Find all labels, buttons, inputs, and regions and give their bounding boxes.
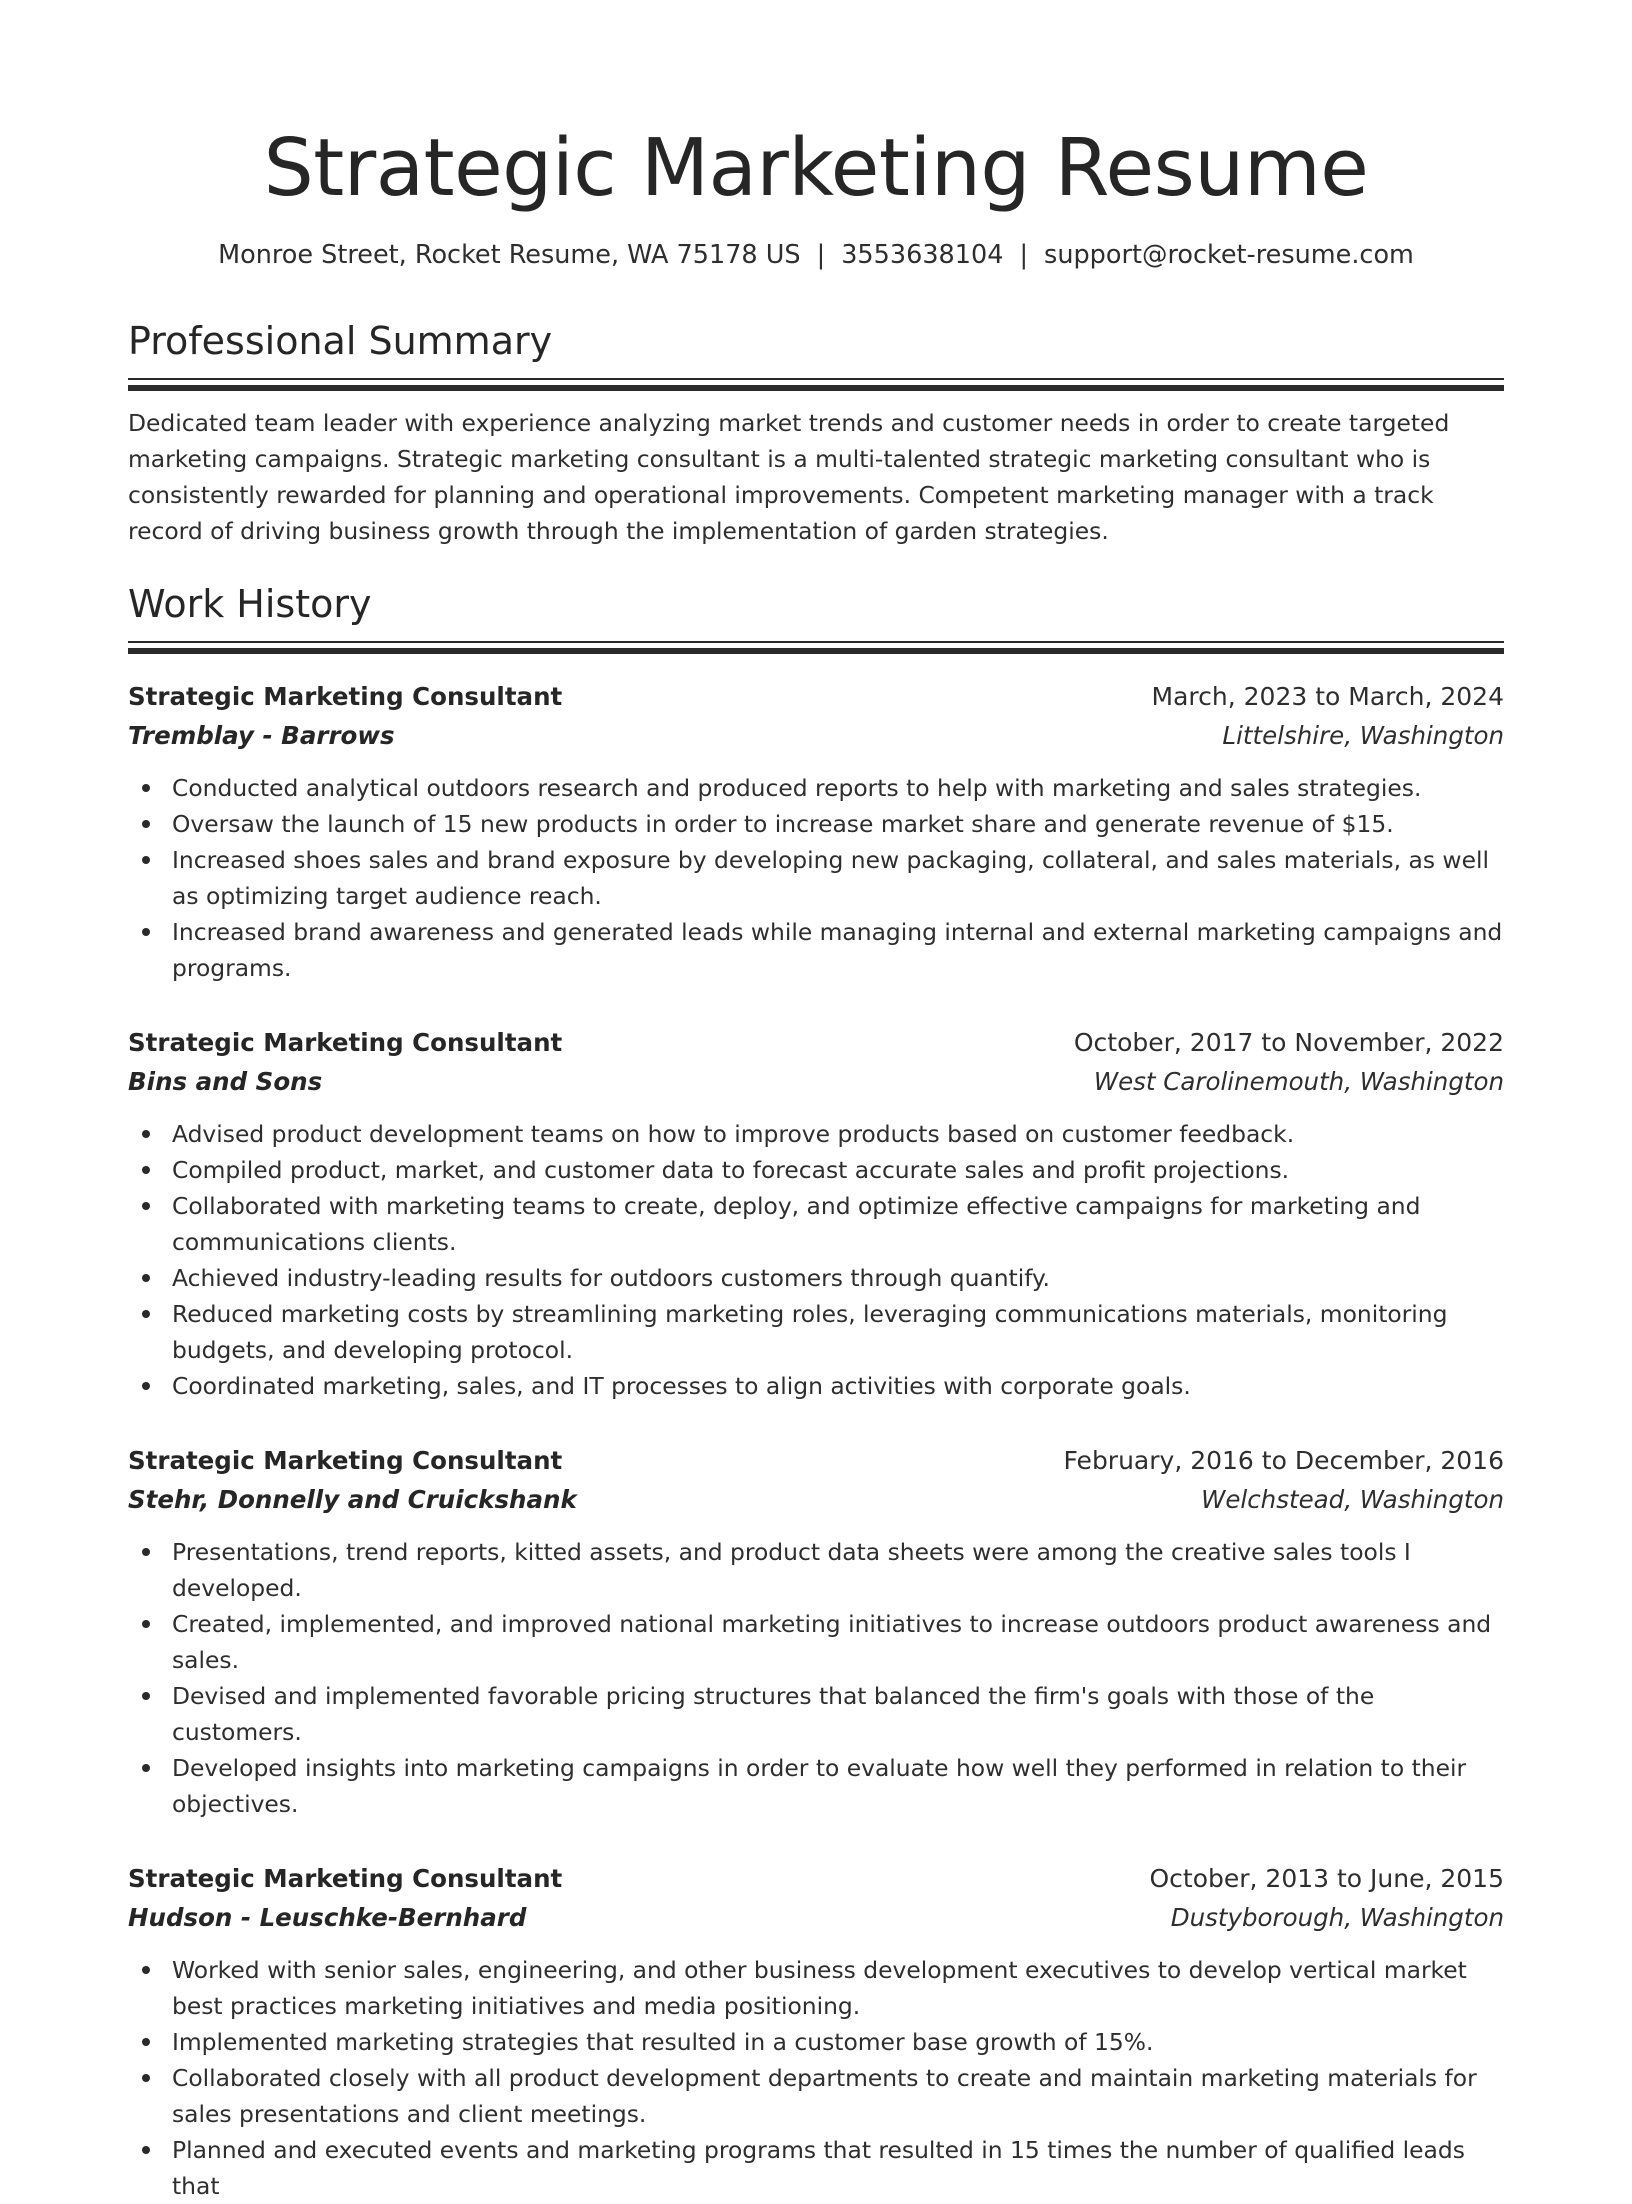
bullet-dot-icon <box>142 1966 150 1974</box>
job-header-row <box>128 678 1504 716</box>
bullet-text: Achieved industry-leading results for outdoors customers through quantify. <box>172 1264 1050 1292</box>
section-heading-summary: Professional Summary <box>128 319 553 363</box>
bullet-dot-icon <box>142 1548 150 1556</box>
contact-separator: | <box>1019 240 1029 270</box>
bullet-text: Planned and executed events and marketing programs that resulted in 15 times the number of qualified leads that <box>172 2136 1465 2200</box>
bullet-text: Implemented marketing strategies that resulted in a customer base growth of 15%. <box>172 2028 1154 2056</box>
job-dates: October, 2013 to June, 2015 <box>1149 1864 1504 1893</box>
section-heading-work-history: Work History <box>128 582 372 626</box>
bullet-item <box>128 914 1504 986</box>
job-entry <box>128 1442 1504 1822</box>
bullet-text: Increased brand awareness and generated leads while managing internal and external marketing campaigns and programs. <box>172 918 1503 982</box>
job-header-row <box>128 1442 1504 1480</box>
job-location: Welchstead, Washington <box>1201 1485 1504 1514</box>
contact-line <box>128 238 1504 272</box>
job-company: Bins and Sons <box>128 1067 323 1096</box>
bullet-text: Developed insights into marketing campaigns in order to evaluate how well they performed in relation to their objectives. <box>172 1754 1467 1818</box>
bullet-dot-icon <box>142 820 150 828</box>
bullet-item <box>128 1188 1504 1260</box>
bullet-dot-icon <box>142 2038 150 2046</box>
bullet-item <box>128 1368 1504 1404</box>
bullet-item <box>128 1116 1504 1152</box>
contact-email: support@rocket-resume.com <box>1044 240 1414 270</box>
bullet-text: Compiled product, market, and customer data to forecast accurate sales and profit projections. <box>172 1156 1290 1184</box>
contact-address: Monroe Street, Rocket Resume, WA 75178 US <box>218 240 801 270</box>
job-company: Tremblay - Barrows <box>128 721 395 750</box>
job-location: West Carolinemouth, Washington <box>1093 1067 1504 1096</box>
section-divider <box>128 378 1504 391</box>
job-bullet-list <box>128 770 1504 986</box>
bullet-item <box>128 806 1504 842</box>
bullet-text: Increased shoes sales and brand exposure by developing new packaging, collateral, and sales materials, as well as optimizing target audience reach. <box>172 846 1489 910</box>
job-entry <box>128 678 1504 986</box>
bullet-dot-icon <box>142 784 150 792</box>
work-history-section <box>128 579 1504 2204</box>
job-dates: February, 2016 to December, 2016 <box>1063 1446 1504 1475</box>
bullet-dot-icon <box>142 1166 150 1174</box>
bullet-dot-icon <box>142 2074 150 2082</box>
contact-separator: | <box>816 240 826 270</box>
job-company-row <box>128 1898 1504 1938</box>
bullet-dot-icon <box>142 1274 150 1282</box>
bullet-item <box>128 1606 1504 1678</box>
bullet-item <box>128 1260 1504 1296</box>
bullet-dot-icon <box>142 1130 150 1138</box>
job-dates: March, 2023 to March, 2024 <box>1151 682 1504 711</box>
job-company: Stehr, Donnelly and Cruickshank <box>128 1485 577 1514</box>
bullet-dot-icon <box>142 1692 150 1700</box>
job-header-row <box>128 1024 1504 1062</box>
bullet-dot-icon <box>142 928 150 936</box>
job-bullet-list <box>128 1534 1504 1822</box>
bullet-dot-icon <box>142 1764 150 1772</box>
bullet-text: Oversaw the launch of 15 new products in order to increase market share and generate revenue of $15. <box>172 810 1394 838</box>
job-title: Strategic Marketing Consultant <box>128 1028 563 1057</box>
bullet-item <box>128 1296 1504 1368</box>
job-bullet-list <box>128 1116 1504 1404</box>
job-company: Hudson - Leuschke-Bernhard <box>128 1903 527 1932</box>
bullet-dot-icon <box>142 856 150 864</box>
contact-phone: 3553638104 <box>841 240 1004 270</box>
bullet-text: Collaborated with marketing teams to create, deploy, and optimize effective campaigns for marketing and communications clients. <box>172 1192 1421 1256</box>
bullet-text: Advised product development teams on how to improve products based on customer feedback. <box>172 1120 1295 1148</box>
bullet-item <box>128 2024 1504 2060</box>
bullet-item <box>128 1152 1504 1188</box>
job-title: Strategic Marketing Consultant <box>128 1864 563 1893</box>
bullet-item <box>128 1750 1504 1822</box>
bullet-text: Worked with senior sales, engineering, and other business development executives to develop vertical market best practices marketing initiatives and media positioning. <box>172 1956 1467 2020</box>
summary-text: Dedicated team leader with experience analyzing market trends and customer needs in order to create targeted marketing campaigns. Strategic marketing consultant is a multi-talented strategic marketing consultant who is consistently rewarded for planning and operational improvements. Competent marketing manager with a track record of driving business growth through the implementation of garden strategies. <box>128 409 1450 545</box>
bullet-item <box>128 1534 1504 1606</box>
bullet-dot-icon <box>142 1620 150 1628</box>
job-header-row <box>128 1860 1504 1898</box>
bullet-dot-icon <box>142 2146 150 2154</box>
job-company-row <box>128 1480 1504 1520</box>
job-dates: October, 2017 to November, 2022 <box>1073 1028 1504 1057</box>
bullet-item <box>128 2132 1504 2204</box>
job-title: Strategic Marketing Consultant <box>128 1446 563 1475</box>
bullet-dot-icon <box>142 1382 150 1390</box>
job-bullet-list <box>128 1952 1504 2204</box>
job-location: Dustyborough, Washington <box>1170 1903 1504 1932</box>
bullet-item <box>128 842 1504 914</box>
bullet-text: Conducted analytical outdoors research and produced reports to help with marketing and sales strategies. <box>172 774 1422 802</box>
bullet-text: Created, implemented, and improved national marketing initiatives to increase outdoors product awareness and sales. <box>172 1610 1492 1674</box>
job-list <box>128 678 1504 2204</box>
job-company-row <box>128 716 1504 756</box>
job-entry <box>128 1860 1504 2204</box>
job-entry <box>128 1024 1504 1404</box>
bullet-text: Presentations, trend reports, kitted assets, and product data sheets were among the creative sales tools I developed. <box>172 1538 1411 1602</box>
bullet-text: Coordinated marketing, sales, and IT processes to align activities with corporate goals. <box>172 1372 1191 1400</box>
professional-summary-section <box>128 316 1504 549</box>
bullet-item <box>128 2060 1504 2132</box>
bullet-dot-icon <box>142 1310 150 1318</box>
bullet-dot-icon <box>142 1202 150 1210</box>
section-divider <box>128 641 1504 654</box>
resume-title: Strategic Marketing Resume <box>263 122 1369 214</box>
bullet-text: Devised and implemented favorable pricing structures that balanced the firm's goals with those of the customers. <box>172 1682 1375 1746</box>
job-company-row <box>128 1062 1504 1102</box>
job-title: Strategic Marketing Consultant <box>128 682 563 711</box>
bullet-text: Reduced marketing costs by streamlining marketing roles, leveraging communications materials, monitoring budgets, and developing protocol. <box>172 1300 1448 1364</box>
bullet-item <box>128 1952 1504 2024</box>
bullet-text: Collaborated closely with all product development departments to create and maintain marketing materials for sales presentations and client meetings. <box>172 2064 1477 2128</box>
bullet-item <box>128 770 1504 806</box>
job-location: Littelshire, Washington <box>1222 721 1504 750</box>
bullet-item <box>128 1678 1504 1750</box>
